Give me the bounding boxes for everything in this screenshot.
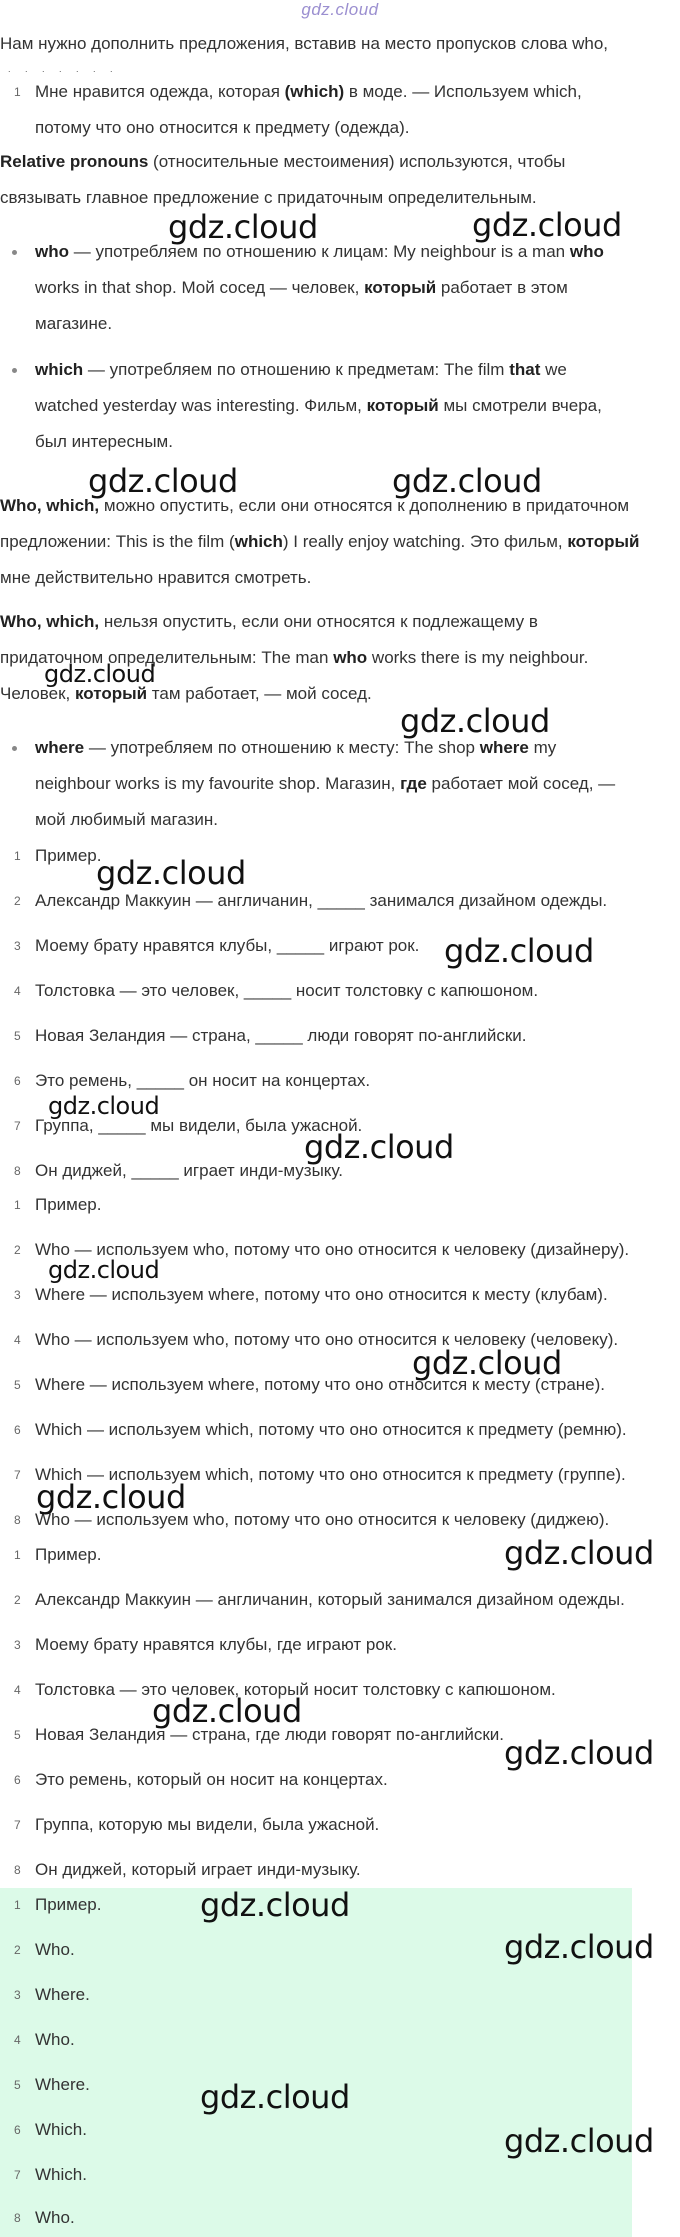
watermark: gdz.cloud	[152, 1692, 302, 1730]
task-intro: Нам нужно дополнить предложения, вставив на место пропусков слова who,	[0, 34, 608, 53]
watermark: gdz.cloud	[304, 1128, 454, 1166]
watermark: gdz.cloud	[504, 2122, 654, 2160]
watermark: gdz.cloud	[168, 208, 318, 246]
watermark: gdz.cloud	[48, 1256, 160, 1284]
watermark: gdz.cloud	[88, 462, 238, 500]
watermark: gdz.cloud	[444, 932, 594, 970]
watermark: gdz.cloud	[200, 2078, 350, 2116]
rule-term: Relative pronouns	[0, 152, 149, 171]
bullet-dot	[12, 746, 17, 751]
watermark: gdz.cloud	[504, 1734, 654, 1772]
omit-line1: Who, which, можно опустить, если они относятся к дополнению в придаточном	[0, 496, 630, 515]
watermark: gdz.cloud	[412, 1344, 562, 1382]
watermark: gdz.cloud	[504, 1534, 654, 1572]
watermark: gdz.cloud	[48, 1092, 160, 1120]
bullet-dot	[12, 368, 17, 373]
noomit-line3: Человек, который там работает, — мой сосед.	[0, 684, 372, 703]
watermark: gdz.cloud	[96, 854, 246, 892]
watermark: gdz.cloud	[400, 702, 550, 740]
watermark: gdz.cloud	[472, 206, 622, 244]
noomit-line2: придаточном определительным: The man who works there is my neighbour.	[0, 648, 589, 667]
noomit-line1: Who, which, нельзя опустить, если они относятся к подлежащему в	[0, 612, 538, 631]
watermark: gdz.cloud	[44, 660, 156, 688]
omit-line3: мне действительно нравится смотреть.	[0, 568, 312, 587]
task-intro-tail: . . . . . . .	[8, 64, 119, 74]
list-number: 1	[14, 85, 21, 99]
watermark: gdz.cloud	[200, 1886, 350, 1924]
rule-line2: связывать главное предложение с придаточным определительным.	[0, 188, 537, 207]
omit-line2: предложении: This is the film (which) I really enjoy watching. Это фильм, который	[0, 532, 640, 551]
watermark: gdz.cloud	[504, 1928, 654, 1966]
watermark: gdz.cloud	[392, 462, 542, 500]
watermark: gdz.cloud	[36, 1478, 186, 1516]
rule-line1: Relative pronouns (относительные местоимения) используются, чтобы	[0, 152, 566, 171]
site-logo[interactable]: gdz.cloud	[301, 0, 379, 19]
bullet-dot	[12, 250, 17, 255]
